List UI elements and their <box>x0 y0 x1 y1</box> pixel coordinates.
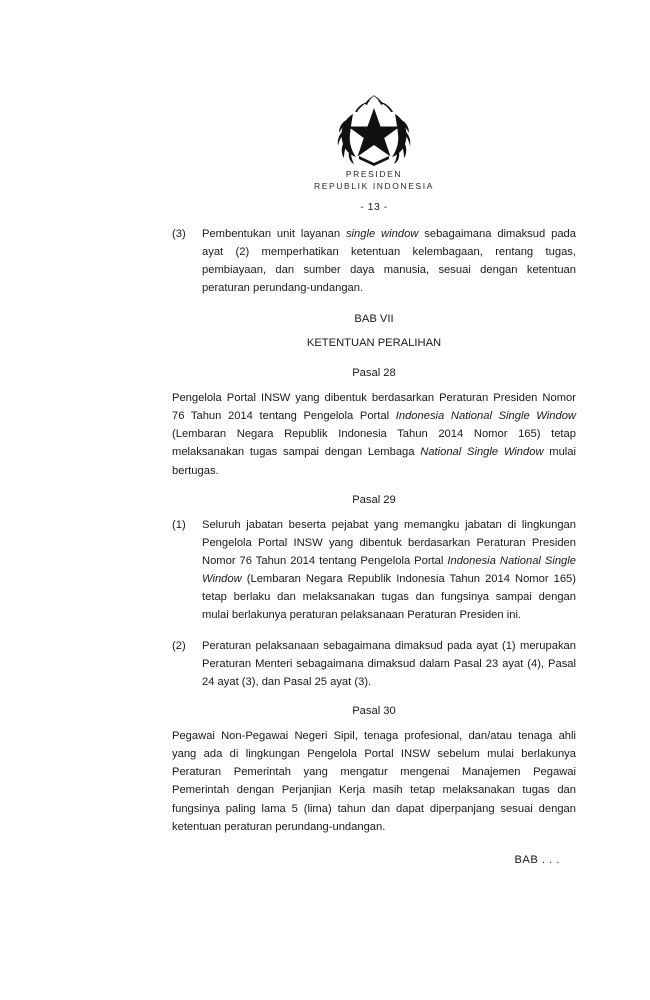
pasal-28-label: Pasal 28 <box>352 367 396 380</box>
seal-caption <box>172 168 576 193</box>
pasal-30-label: Pasal 30 <box>352 705 396 717</box>
page-number: - 13 - <box>360 200 388 213</box>
pasal-29-clause-1-part2: (Lembaran Negara Republik Indonesia Tahun 2014 Nomor 165) tetap berlaku dan melaksanakan tugas dan fungsinya sampai dengan mulai berlakunya peraturan pelaksanaan Peraturan Presiden ini. <box>202 573 576 622</box>
clause-3-text <box>202 225 576 298</box>
pasal-29-clause-2-marker: (2) <box>172 639 186 652</box>
pasal-29-clause-2-part1: Peraturan pelaksanaan sebagaimana dimaksud pada ayat (1) merupakan Peraturan Menteri sebagaimana dimaksud dalam Pasal 23 ayat (4), Pasal 24 ayat (3), dan Pasal 25 ayat (3). <box>202 639 576 688</box>
seal-caption-line2: REPUBLIK INDONESIA <box>314 181 434 192</box>
presidential-seal-block <box>172 86 576 193</box>
pasal-29-clause-1-marker: (1) <box>172 518 186 531</box>
clause-3-text-part2: sebagaimana dimaksud pada ayat (2) memperhatikan ketentuan kelembagaan, rentang tugas, pembiayaan, dan sumber daya manusia, sesuai dengan ketentuan peraturan perundang-undangan. <box>202 227 576 295</box>
seal-caption-line1: PRESIDEN <box>345 169 403 179</box>
chapter-title: BAB VII <box>354 313 394 326</box>
continuation-note: BAB . . . <box>514 853 560 866</box>
pasal-28-italic-nsw: National Single Window <box>420 446 544 459</box>
chapter-subtitle: KETENTUAN PERALIHAN <box>306 337 442 350</box>
pasal-28-italic-insw: Indonesia National Single Window <box>395 410 576 423</box>
clause-3-marker: (3) <box>172 227 186 240</box>
clause-3 <box>172 225 576 298</box>
pasal-29-clause-1 <box>172 516 576 625</box>
indonesian-presidential-seal-star-icon <box>172 86 576 166</box>
pasal-29-clause-2-text <box>202 637 576 691</box>
pasal-28-text-part3: mulai bertugas. <box>172 446 576 477</box>
page-content <box>172 86 576 866</box>
pasal-29-clause-2 <box>172 637 576 691</box>
clause-3-italic-single-window: single window <box>345 227 419 240</box>
pasal-29-label: Pasal 29 <box>352 493 396 506</box>
pasal-29-clause-1-italic-insw: Indonesia National Single Window <box>202 555 576 586</box>
pasal-28-text <box>172 389 576 480</box>
pasal-29-clause-1-text <box>202 516 576 625</box>
clause-3-text-part1: Pembentukan unit layanan <box>202 227 346 240</box>
pasal-30-text: Pegawai Non-Pegawai Negeri Sipil, tenaga profesional, dan/atau tenaga ahli yang ada di lingkungan Pengelola Portal INSW sebelum mulai berlakunya Peraturan Pemerintah yang mengatur mengenai Manajemen Pegawai Pemerintah dengan Perjanjian Kerja masih tetap melaksanakan tugas dan fungsinya paling lama 5 (lima) tahun dan dapat diperpanjang sesuai dengan ketentuan peraturan perundang-undangan. <box>172 730 576 833</box>
pasal-28-text-part2: (Lembaran Negara Republik Indonesia Tahun 2014 Nomor 165) tetap melaksanakan tugas sampai dengan Lembaga <box>172 428 576 459</box>
pasal-28-text-part1: Pengelola Portal INSW yang dibentuk berdasarkan Peraturan Presiden Nomor 76 Tahun 2014 tentang Pengelola Portal <box>172 392 576 423</box>
pasal-29-clause-1-part1: Seluruh jabatan beserta pejabat yang memangku jabatan di lingkungan Pengelola Portal INSW yang dibentuk berdasarkan Peraturan Presiden Nomor 76 Tahun 2014 tentang Pengelola Portal <box>202 518 576 568</box>
